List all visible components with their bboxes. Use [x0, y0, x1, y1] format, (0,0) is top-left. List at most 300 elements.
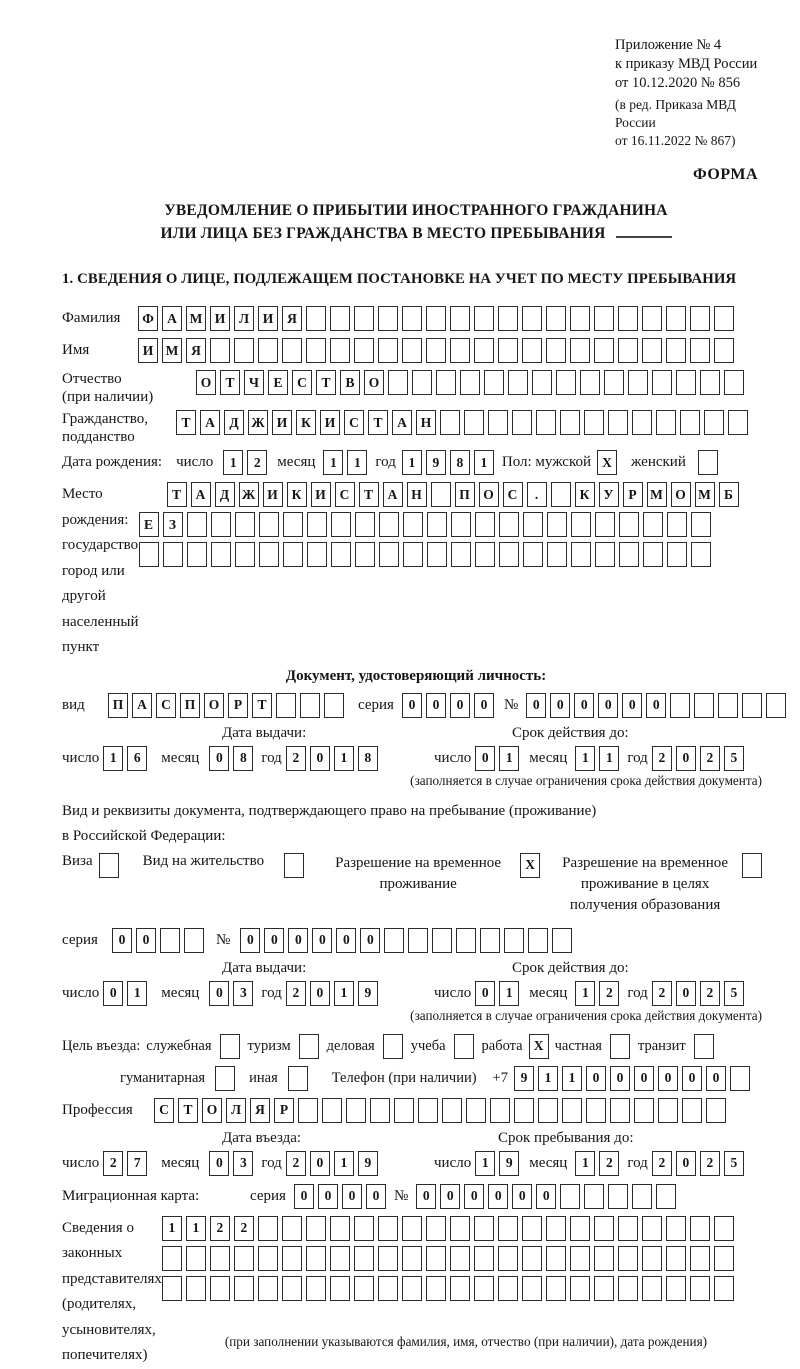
purpose-study-checkbox[interactable]: [454, 1034, 474, 1059]
representative-char-box[interactable]: [474, 1216, 494, 1241]
representative-char-box[interactable]: [426, 1246, 446, 1271]
birth-place-char-box[interactable]: [643, 512, 663, 537]
birth-place-char-box[interactable]: У: [599, 482, 619, 507]
representative-char-box[interactable]: 2: [234, 1216, 254, 1241]
mc-number-box[interactable]: 0: [488, 1184, 508, 1209]
entry-day-box[interactable]: 7: [127, 1151, 147, 1176]
citizenship-char-box[interactable]: [560, 410, 580, 435]
citizenship-char-box[interactable]: Т: [176, 410, 196, 435]
birth-place-char-box[interactable]: [307, 512, 327, 537]
doc-series-box[interactable]: 0: [402, 693, 422, 718]
doc-kind-char-box[interactable]: [300, 693, 320, 718]
name-char-box[interactable]: [498, 338, 518, 363]
name-char-box[interactable]: [282, 338, 302, 363]
birth-place-char-box[interactable]: [571, 542, 591, 567]
name-char-box[interactable]: Я: [186, 338, 206, 363]
birth-place-char-box[interactable]: Р: [623, 482, 643, 507]
stay-number-box[interactable]: [528, 928, 548, 953]
birth-year-box[interactable]: 1: [474, 450, 494, 475]
representative-char-box[interactable]: [690, 1276, 710, 1301]
citizenship-char-box[interactable]: [464, 410, 484, 435]
birth-day-box[interactable]: 1: [223, 450, 243, 475]
mc-number-box[interactable]: 0: [440, 1184, 460, 1209]
birth-place-char-box[interactable]: Н: [407, 482, 427, 507]
stay-number-box[interactable]: [480, 928, 500, 953]
profession-char-box[interactable]: [322, 1098, 342, 1123]
surname-char-box[interactable]: [378, 306, 398, 331]
representative-char-box[interactable]: [402, 1276, 422, 1301]
representative-char-box[interactable]: [594, 1276, 614, 1301]
patronymic-char-box[interactable]: [580, 370, 600, 395]
name-char-box[interactable]: [522, 338, 542, 363]
stay-series-box[interactable]: [184, 928, 204, 953]
profession-char-box[interactable]: [370, 1098, 390, 1123]
surname-char-box[interactable]: [594, 306, 614, 331]
expiry-day-box[interactable]: 0: [475, 746, 495, 771]
profession-char-box[interactable]: О: [202, 1098, 222, 1123]
stay-until-year-box[interactable]: 5: [724, 1151, 744, 1176]
citizenship-char-box[interactable]: [440, 410, 460, 435]
representative-char-box[interactable]: [714, 1276, 734, 1301]
birth-place-char-box[interactable]: [403, 512, 423, 537]
stay-number-box[interactable]: [384, 928, 404, 953]
phone-digit-box[interactable]: 0: [658, 1066, 678, 1091]
representative-char-box[interactable]: [690, 1216, 710, 1241]
name-char-box[interactable]: [594, 338, 614, 363]
representative-char-box[interactable]: [570, 1276, 590, 1301]
birth-place-char-box[interactable]: И: [263, 482, 283, 507]
birth-place-char-box[interactable]: Т: [167, 482, 187, 507]
stay-until-year-box[interactable]: 2: [700, 1151, 720, 1176]
entry-year-box[interactable]: 2: [286, 1151, 306, 1176]
birth-month-box[interactable]: 1: [323, 450, 343, 475]
name-char-box[interactable]: [474, 338, 494, 363]
name-char-box[interactable]: [426, 338, 446, 363]
profession-char-box[interactable]: Р: [274, 1098, 294, 1123]
birth-place-char-box[interactable]: [307, 542, 327, 567]
patronymic-char-box[interactable]: О: [196, 370, 216, 395]
profession-char-box[interactable]: [466, 1098, 486, 1123]
phone-digit-box[interactable]: 9: [514, 1066, 534, 1091]
profession-char-box[interactable]: [562, 1098, 582, 1123]
birth-place-char-box[interactable]: [523, 512, 543, 537]
entry-year-box[interactable]: 9: [358, 1151, 378, 1176]
patronymic-char-box[interactable]: [676, 370, 696, 395]
profession-char-box[interactable]: [586, 1098, 606, 1123]
birth-place-char-box[interactable]: [235, 542, 255, 567]
citizenship-char-box[interactable]: И: [272, 410, 292, 435]
citizenship-char-box[interactable]: [584, 410, 604, 435]
phone-digit-box[interactable]: 0: [610, 1066, 630, 1091]
birth-place-char-box[interactable]: М: [695, 482, 715, 507]
name-char-box[interactable]: [378, 338, 398, 363]
name-char-box[interactable]: [330, 338, 350, 363]
birth-place-char-box[interactable]: [551, 482, 571, 507]
name-char-box[interactable]: [210, 338, 230, 363]
birth-year-box[interactable]: 1: [402, 450, 422, 475]
profession-char-box[interactable]: [490, 1098, 510, 1123]
birth-place-char-box[interactable]: [667, 512, 687, 537]
patronymic-char-box[interactable]: [652, 370, 672, 395]
representative-char-box[interactable]: [642, 1246, 662, 1271]
patronymic-char-box[interactable]: С: [292, 370, 312, 395]
birth-place-char-box[interactable]: [139, 542, 159, 567]
stay-issue-year-box[interactable]: 9: [358, 981, 378, 1006]
name-char-box[interactable]: [690, 338, 710, 363]
mc-number-box[interactable]: [560, 1184, 580, 1209]
birth-place-char-box[interactable]: К: [575, 482, 595, 507]
mc-series-box[interactable]: 0: [294, 1184, 314, 1209]
representative-char-box[interactable]: [570, 1216, 590, 1241]
citizenship-char-box[interactable]: [512, 410, 532, 435]
doc-kind-char-box[interactable]: [324, 693, 344, 718]
birth-place-char-box[interactable]: [475, 542, 495, 567]
representative-char-box[interactable]: [330, 1216, 350, 1241]
mc-number-box[interactable]: [632, 1184, 652, 1209]
birth-place-char-box[interactable]: [595, 512, 615, 537]
phone-digit-box[interactable]: 0: [682, 1066, 702, 1091]
birth-place-char-box[interactable]: [283, 512, 303, 537]
doc-number-box[interactable]: [766, 693, 786, 718]
stay-expiry-year-box[interactable]: 0: [676, 981, 696, 1006]
representative-char-box[interactable]: [282, 1216, 302, 1241]
representative-char-box[interactable]: [618, 1246, 638, 1271]
birth-place-char-box[interactable]: [187, 542, 207, 567]
representative-char-box[interactable]: [546, 1276, 566, 1301]
stay-number-box[interactable]: [432, 928, 452, 953]
residence-permit-checkbox[interactable]: [284, 853, 304, 878]
representative-char-box[interactable]: [354, 1216, 374, 1241]
birth-place-char-box[interactable]: [667, 542, 687, 567]
doc-number-box[interactable]: 0: [550, 693, 570, 718]
representative-char-box[interactable]: [210, 1246, 230, 1271]
representative-char-box[interactable]: [402, 1216, 422, 1241]
stay-until-month-box[interactable]: 1: [575, 1151, 595, 1176]
representative-char-box[interactable]: [186, 1246, 206, 1271]
entry-day-box[interactable]: 2: [103, 1151, 123, 1176]
name-char-box[interactable]: [642, 338, 662, 363]
mc-number-box[interactable]: [608, 1184, 628, 1209]
representative-char-box[interactable]: [258, 1216, 278, 1241]
profession-char-box[interactable]: Т: [178, 1098, 198, 1123]
profession-char-box[interactable]: Я: [250, 1098, 270, 1123]
issue-day-box[interactable]: 1: [103, 746, 123, 771]
citizenship-char-box[interactable]: А: [392, 410, 412, 435]
representative-char-box[interactable]: 1: [162, 1216, 182, 1241]
birth-place-char-box[interactable]: С: [503, 482, 523, 507]
phone-digit-box[interactable]: 0: [706, 1066, 726, 1091]
name-char-box[interactable]: [402, 338, 422, 363]
name-char-box[interactable]: [234, 338, 254, 363]
representative-char-box[interactable]: [498, 1246, 518, 1271]
expiry-month-box[interactable]: 1: [599, 746, 619, 771]
representative-char-box[interactable]: [618, 1216, 638, 1241]
birth-place-char-box[interactable]: П: [455, 482, 475, 507]
stay-number-box[interactable]: 0: [360, 928, 380, 953]
representative-char-box[interactable]: [714, 1246, 734, 1271]
stay-issue-month-box[interactable]: 0: [209, 981, 229, 1006]
citizenship-char-box[interactable]: [728, 410, 748, 435]
representative-char-box[interactable]: [546, 1216, 566, 1241]
representative-char-box[interactable]: [450, 1276, 470, 1301]
surname-char-box[interactable]: А: [162, 306, 182, 331]
birth-place-char-box[interactable]: Б: [719, 482, 739, 507]
stay-number-box[interactable]: [456, 928, 476, 953]
birth-place-char-box[interactable]: Ж: [239, 482, 259, 507]
representative-char-box[interactable]: [354, 1246, 374, 1271]
birth-place-char-box[interactable]: [547, 542, 567, 567]
stay-issue-day-box[interactable]: 0: [103, 981, 123, 1006]
profession-char-box[interactable]: Л: [226, 1098, 246, 1123]
stay-expiry-month-box[interactable]: 1: [575, 981, 595, 1006]
phone-digit-box[interactable]: 1: [562, 1066, 582, 1091]
representative-char-box[interactable]: [258, 1246, 278, 1271]
expiry-day-box[interactable]: 1: [499, 746, 519, 771]
doc-series-box[interactable]: 0: [474, 693, 494, 718]
surname-char-box[interactable]: [474, 306, 494, 331]
surname-char-box[interactable]: [570, 306, 590, 331]
birth-place-char-box[interactable]: [379, 542, 399, 567]
birth-place-char-box[interactable]: [331, 542, 351, 567]
citizenship-char-box[interactable]: [656, 410, 676, 435]
phone-digit-box[interactable]: 0: [586, 1066, 606, 1091]
birth-place-char-box[interactable]: [451, 542, 471, 567]
expiry-year-box[interactable]: 0: [676, 746, 696, 771]
surname-char-box[interactable]: И: [210, 306, 230, 331]
phone-digit-box[interactable]: 1: [538, 1066, 558, 1091]
surname-char-box[interactable]: [690, 306, 710, 331]
stay-expiry-year-box[interactable]: 2: [700, 981, 720, 1006]
birth-place-char-box[interactable]: [475, 512, 495, 537]
male-checkbox[interactable]: X: [597, 450, 617, 475]
name-char-box[interactable]: [618, 338, 638, 363]
stay-until-day-box[interactable]: 1: [475, 1151, 495, 1176]
entry-month-box[interactable]: 0: [209, 1151, 229, 1176]
birth-place-char-box[interactable]: М: [647, 482, 667, 507]
birth-place-char-box[interactable]: [643, 542, 663, 567]
mc-number-box[interactable]: 0: [464, 1184, 484, 1209]
patronymic-char-box[interactable]: Ч: [244, 370, 264, 395]
surname-char-box[interactable]: [498, 306, 518, 331]
doc-kind-char-box[interactable]: [276, 693, 296, 718]
doc-kind-char-box[interactable]: Р: [228, 693, 248, 718]
surname-char-box[interactable]: [714, 306, 734, 331]
citizenship-char-box[interactable]: Н: [416, 410, 436, 435]
patronymic-char-box[interactable]: Е: [268, 370, 288, 395]
profession-char-box[interactable]: [346, 1098, 366, 1123]
profession-char-box[interactable]: [394, 1098, 414, 1123]
birth-place-char-box[interactable]: [283, 542, 303, 567]
purpose-transit-checkbox[interactable]: [694, 1034, 714, 1059]
name-char-box[interactable]: [546, 338, 566, 363]
expiry-year-box[interactable]: 2: [700, 746, 720, 771]
name-char-box[interactable]: И: [138, 338, 158, 363]
birth-place-char-box[interactable]: [187, 512, 207, 537]
doc-number-box[interactable]: [718, 693, 738, 718]
citizenship-char-box[interactable]: [704, 410, 724, 435]
stay-series-box[interactable]: [160, 928, 180, 953]
citizenship-char-box[interactable]: [608, 410, 628, 435]
citizenship-char-box[interactable]: Ж: [248, 410, 268, 435]
entry-year-box[interactable]: 1: [334, 1151, 354, 1176]
citizenship-char-box[interactable]: Д: [224, 410, 244, 435]
patronymic-char-box[interactable]: [700, 370, 720, 395]
birth-place-char-box[interactable]: [571, 512, 591, 537]
representative-char-box[interactable]: [402, 1246, 422, 1271]
citizenship-char-box[interactable]: [536, 410, 556, 435]
patronymic-char-box[interactable]: [532, 370, 552, 395]
surname-char-box[interactable]: [666, 306, 686, 331]
purpose-business-checkbox[interactable]: [383, 1034, 403, 1059]
birth-place-char-box[interactable]: С: [335, 482, 355, 507]
patronymic-char-box[interactable]: В: [340, 370, 360, 395]
stay-issue-month-box[interactable]: 3: [233, 981, 253, 1006]
citizenship-char-box[interactable]: [488, 410, 508, 435]
birth-place-char-box[interactable]: [355, 512, 375, 537]
female-checkbox[interactable]: [698, 450, 718, 475]
surname-char-box[interactable]: [642, 306, 662, 331]
birth-place-char-box[interactable]: [431, 482, 451, 507]
expiry-year-box[interactable]: 5: [724, 746, 744, 771]
doc-number-box[interactable]: 0: [598, 693, 618, 718]
profession-char-box[interactable]: [538, 1098, 558, 1123]
profession-char-box[interactable]: [442, 1098, 462, 1123]
doc-number-box[interactable]: [670, 693, 690, 718]
representative-char-box[interactable]: [234, 1246, 254, 1271]
representative-char-box[interactable]: [258, 1276, 278, 1301]
representative-char-box[interactable]: [522, 1246, 542, 1271]
issue-year-box[interactable]: 8: [358, 746, 378, 771]
birth-place-char-box[interactable]: [547, 512, 567, 537]
birth-place-char-box[interactable]: [331, 512, 351, 537]
doc-kind-char-box[interactable]: П: [108, 693, 128, 718]
representative-char-box[interactable]: [522, 1276, 542, 1301]
doc-series-box[interactable]: 0: [426, 693, 446, 718]
representative-char-box[interactable]: 2: [210, 1216, 230, 1241]
birth-place-char-box[interactable]: [451, 512, 471, 537]
patronymic-char-box[interactable]: [604, 370, 624, 395]
name-char-box[interactable]: [714, 338, 734, 363]
surname-char-box[interactable]: [402, 306, 422, 331]
surname-char-box[interactable]: Ф: [138, 306, 158, 331]
representative-char-box[interactable]: [450, 1216, 470, 1241]
mc-number-box[interactable]: 0: [512, 1184, 532, 1209]
doc-series-box[interactable]: 0: [450, 693, 470, 718]
birth-place-char-box[interactable]: [619, 542, 639, 567]
entry-month-box[interactable]: 3: [233, 1151, 253, 1176]
stay-until-day-box[interactable]: 9: [499, 1151, 519, 1176]
issue-month-box[interactable]: 0: [209, 746, 229, 771]
representative-char-box[interactable]: [666, 1276, 686, 1301]
representative-char-box[interactable]: [378, 1276, 398, 1301]
profession-char-box[interactable]: [514, 1098, 534, 1123]
stay-number-box[interactable]: [504, 928, 524, 953]
surname-char-box[interactable]: Л: [234, 306, 254, 331]
surname-char-box[interactable]: [546, 306, 566, 331]
stay-number-box[interactable]: [552, 928, 572, 953]
phone-digit-box[interactable]: [730, 1066, 750, 1091]
citizenship-char-box[interactable]: К: [296, 410, 316, 435]
representative-char-box[interactable]: [474, 1246, 494, 1271]
representative-char-box[interactable]: [642, 1276, 662, 1301]
issue-year-box[interactable]: 1: [334, 746, 354, 771]
birth-place-char-box[interactable]: [163, 542, 183, 567]
surname-char-box[interactable]: И: [258, 306, 278, 331]
stay-expiry-month-box[interactable]: 2: [599, 981, 619, 1006]
patronymic-char-box[interactable]: [388, 370, 408, 395]
citizenship-char-box[interactable]: [632, 410, 652, 435]
representative-char-box[interactable]: [162, 1276, 182, 1301]
birth-place-char-box[interactable]: А: [191, 482, 211, 507]
name-char-box[interactable]: [354, 338, 374, 363]
birth-year-box[interactable]: 9: [426, 450, 446, 475]
representative-char-box[interactable]: [330, 1246, 350, 1271]
stay-expiry-year-box[interactable]: 5: [724, 981, 744, 1006]
temp-residence-edu-checkbox[interactable]: [742, 853, 762, 878]
representative-char-box[interactable]: [594, 1216, 614, 1241]
purpose-tourism-checkbox[interactable]: [299, 1034, 319, 1059]
birth-place-char-box[interactable]: А: [383, 482, 403, 507]
surname-char-box[interactable]: [426, 306, 446, 331]
citizenship-char-box[interactable]: Т: [368, 410, 388, 435]
patronymic-char-box[interactable]: [436, 370, 456, 395]
representative-char-box[interactable]: [498, 1216, 518, 1241]
doc-kind-char-box[interactable]: П: [180, 693, 200, 718]
stay-until-year-box[interactable]: 2: [652, 1151, 672, 1176]
birth-place-char-box[interactable]: [355, 542, 375, 567]
stay-number-box[interactable]: 0: [240, 928, 260, 953]
phone-digit-box[interactable]: 0: [634, 1066, 654, 1091]
representative-char-box[interactable]: [234, 1276, 254, 1301]
representative-char-box[interactable]: [426, 1276, 446, 1301]
patronymic-char-box[interactable]: О: [364, 370, 384, 395]
stay-expiry-year-box[interactable]: 2: [652, 981, 672, 1006]
purpose-private-checkbox[interactable]: [610, 1034, 630, 1059]
citizenship-char-box[interactable]: И: [320, 410, 340, 435]
expiry-month-box[interactable]: 1: [575, 746, 595, 771]
surname-char-box[interactable]: [618, 306, 638, 331]
surname-char-box[interactable]: [522, 306, 542, 331]
stay-number-box[interactable]: 0: [336, 928, 356, 953]
representative-char-box[interactable]: [498, 1276, 518, 1301]
purpose-humanitarian-checkbox[interactable]: [215, 1066, 235, 1091]
representative-char-box[interactable]: [306, 1246, 326, 1271]
stay-number-box[interactable]: 0: [312, 928, 332, 953]
expiry-year-box[interactable]: 2: [652, 746, 672, 771]
patronymic-char-box[interactable]: [460, 370, 480, 395]
profession-char-box[interactable]: [634, 1098, 654, 1123]
stay-number-box[interactable]: 0: [288, 928, 308, 953]
doc-number-box[interactable]: [694, 693, 714, 718]
mc-series-box[interactable]: 0: [318, 1184, 338, 1209]
representative-char-box[interactable]: [546, 1246, 566, 1271]
birth-place-char-box[interactable]: И: [311, 482, 331, 507]
representative-char-box[interactable]: [474, 1276, 494, 1301]
mc-number-box[interactable]: [656, 1184, 676, 1209]
purpose-official-checkbox[interactable]: [220, 1034, 240, 1059]
stay-until-year-box[interactable]: 0: [676, 1151, 696, 1176]
birth-place-char-box[interactable]: [235, 512, 255, 537]
birth-place-char-box[interactable]: [523, 542, 543, 567]
birth-place-char-box[interactable]: [211, 542, 231, 567]
representative-char-box[interactable]: [450, 1246, 470, 1271]
birth-place-char-box[interactable]: [499, 512, 519, 537]
name-char-box[interactable]: [258, 338, 278, 363]
doc-number-box[interactable]: 0: [526, 693, 546, 718]
stay-expiry-day-box[interactable]: 0: [475, 981, 495, 1006]
birth-place-char-box[interactable]: Д: [215, 482, 235, 507]
entry-year-box[interactable]: 0: [310, 1151, 330, 1176]
